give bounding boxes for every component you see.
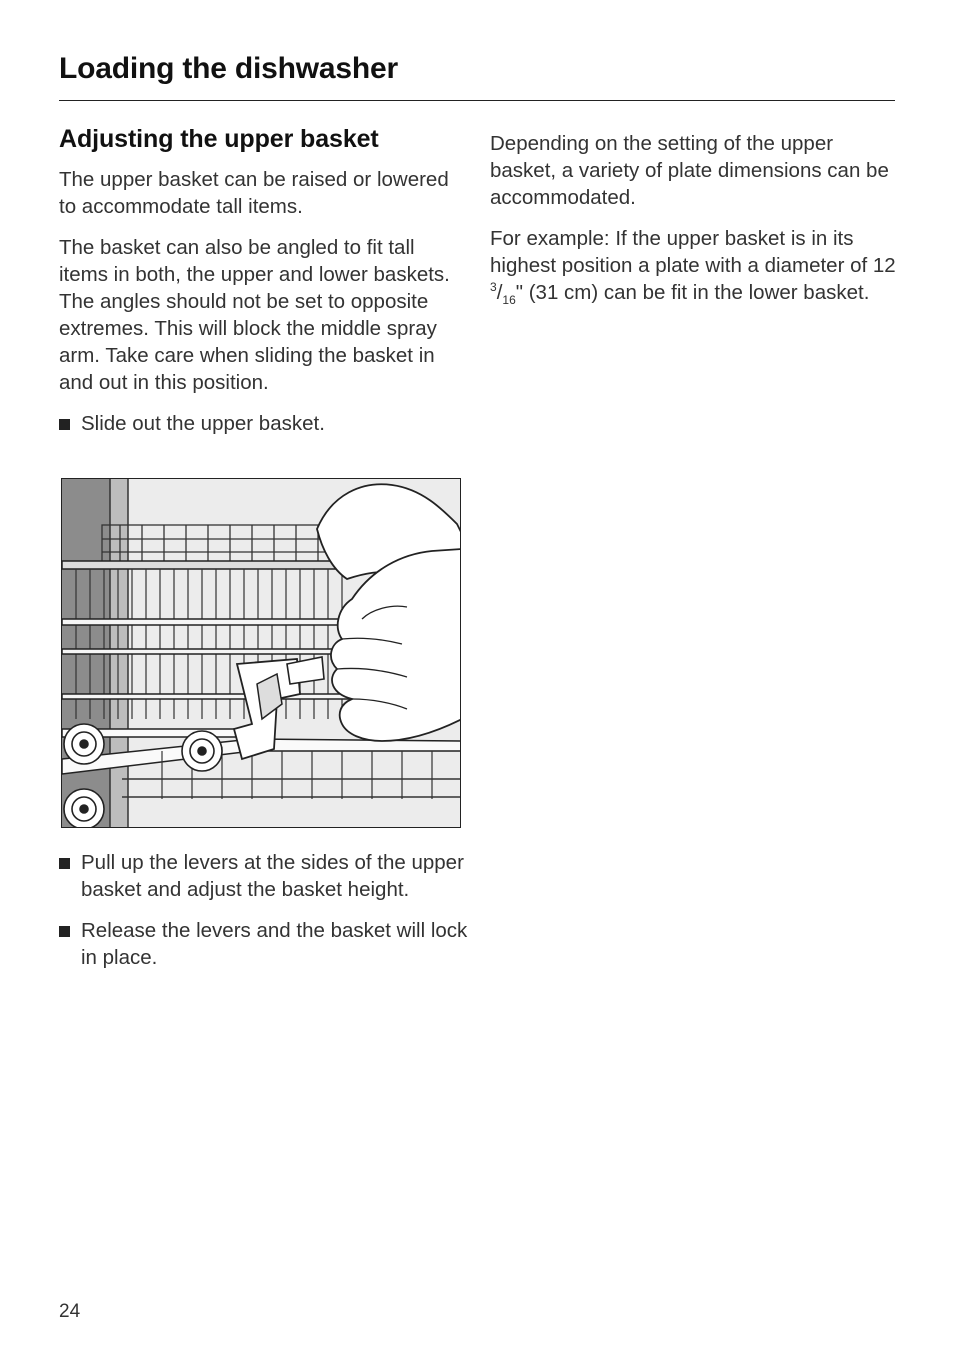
bullet-text: Release the levers and the basket will lock in place. — [81, 919, 468, 969]
bullet-text: Pull up the levers at the sides of the upper basket and adjust the basket height. — [81, 851, 464, 901]
page-number: 24 — [59, 1301, 81, 1322]
bullet-pull-levers — [59, 849, 469, 903]
paragraph-example — [490, 225, 900, 306]
fraction-slash: / — [496, 281, 503, 304]
page-title: Loading the dishwasher — [59, 52, 398, 85]
paragraph-angled: The basket can also be angled to fit tall items in both, the upper and lower baskets. The angles should not be set to opposite extremes. This will block the middle spray arm. Take care when sliding the basket in and out in this position. — [59, 236, 450, 394]
bullet-square-icon — [59, 858, 70, 869]
bullets-after-figure — [59, 849, 469, 985]
bullet-square-icon — [59, 419, 70, 430]
bullet-text: Slide out the upper basket. — [81, 412, 325, 435]
bullet-slide-out — [59, 410, 469, 437]
basket-illustration-icon — [62, 479, 461, 828]
header-divider — [59, 100, 895, 101]
bullet-release-levers — [59, 917, 469, 971]
example-text-start: For example: If the upper basket is in its highest position a plate with a diameter of 12 — [490, 227, 896, 277]
paragraph-raise-lower: The upper basket can be raised or lowered to accommodate tall items. — [59, 168, 449, 218]
bullet-square-icon — [59, 926, 70, 937]
fraction-denominator: 16 — [502, 293, 516, 308]
fraction-numerator: 3 — [490, 280, 497, 295]
right-column — [490, 130, 900, 320]
example-text-end: " (31 cm) can be fit in the lower basket. — [515, 281, 870, 304]
paragraph-plate-dimensions: Depending on the setting of the upper basket, a variety of plate dimensions can be accommodated. — [490, 132, 889, 209]
upper-basket-lever-illustration — [61, 478, 461, 828]
left-column — [59, 125, 469, 451]
section-heading: Adjusting the upper basket — [59, 125, 379, 153]
